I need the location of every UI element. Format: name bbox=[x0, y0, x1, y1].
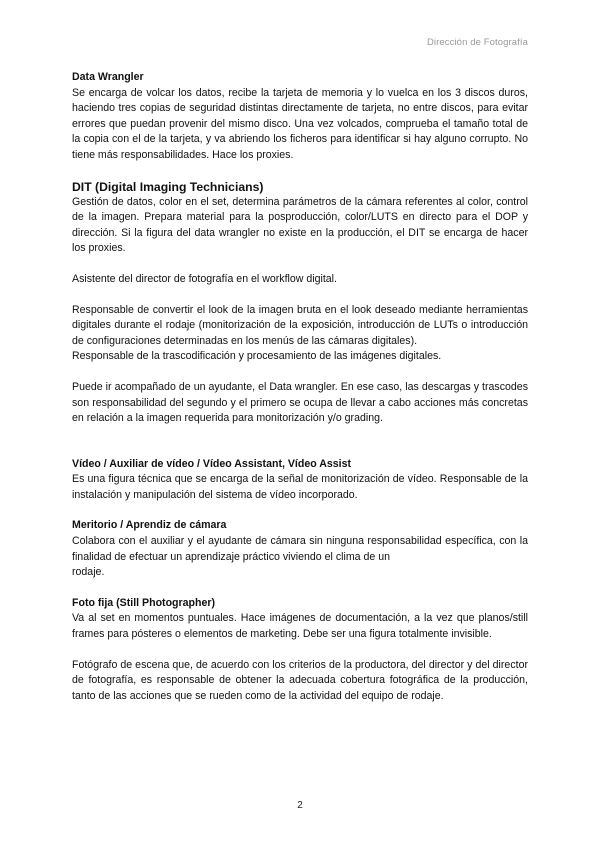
paragraph-meritorio-line1: Colabora con el auxiliar y el ayudante de cámara sin ninguna responsabilidad específica, con la finalidad de efectuar un aprendizaje práctico viviendo el clima de un bbox=[72, 535, 528, 563]
paragraph-foto-fija-1: Va al set en momentos puntuales. Hace imágenes de documentación, a la vez que planos/still frames para pósteres o elementos de marketing. Debe ser una figura totalmente invisible. bbox=[72, 612, 528, 641]
section-heading-dit: DIT (Digital Imaging Technicians) bbox=[72, 179, 264, 194]
section-heading-foto-fija: Foto fija (Still Photographer) bbox=[72, 596, 216, 609]
section-heading-meritorio: Meritorio / Aprendiz de cámara bbox=[72, 519, 227, 532]
paragraph-meritorio-line2: rodaje. bbox=[72, 566, 105, 579]
paragraph-dit-4: Responsable de la trascodificación y procesamiento de las imágenes digitales. bbox=[72, 350, 442, 363]
document-body bbox=[72, 70, 528, 704]
paragraph-dit-5: Puede ir acompañado de un ayudante, el Data wrangler. En ese caso, las descargas y trascodes son responsabilidad del segundo y el primero se ocupa de llevar a cabo acciones más concretas en relación a la imagen requerida para monitorización y/o grading. bbox=[72, 380, 528, 425]
paragraph-dit-2: Asistente del director de fotografía en el workflow digital. bbox=[72, 272, 337, 285]
paragraph-data-wrangler: Se encarga de volcar los datos, recibe la tarjeta de memoria y lo vuelca en los 3 discos duros, haciendo tres copias de seguridad distintas directamente de tarjeta, no entre discos, para evitar errores que puedan provenir del mismo disco. Una vez volcados, comprueba el tamaño total de la copia con el de la tarjeta, y va abriendo los ficheros para identificar si hay alguno corrupto. No tiene más responsabilidades. Hace los proxies. bbox=[72, 86, 528, 161]
section-heading-video-assist: Vídeo / Auxiliar de vídeo / Vídeo Assistant, Vídeo Assist bbox=[72, 457, 352, 470]
page-number: 2 bbox=[297, 800, 303, 811]
paragraph-video-assist: Es una figura técnica que se encarga de la señal de monitorización de vídeo. Responsable de la instalación y manipulación del sistema de vídeo incorporado. bbox=[72, 473, 528, 501]
paragraph-foto-fija-2: Fotógrafo de escena que, de acuerdo con los criterios de la productora, del director y del director de fotografía, es responsable de obtener la adecuada cobertura fotográfica de la producción, tanto de las acciones que se rueden como de la actividad del equipo de rodaje. bbox=[72, 658, 528, 702]
paragraph-dit-1: Gestión de datos, color en el set, determina parámetros de la cámara referentes al color, control de la imagen. Prepara material para la posproducción, color/LUTS en directo para el DOP y dirección. Si la figura del data wrangler no existe en la producción, el DIT se encarga de hacer los proxies. bbox=[72, 195, 528, 255]
running-header: Dirección de Fotografía bbox=[426, 37, 528, 48]
section-heading-data-wrangler: Data Wrangler bbox=[72, 71, 144, 83]
paragraph-dit-3: Responsable de convertir el look de la imagen bruta en el look deseado mediante herramientas digitales durante el rodaje (monitorización de la exposición, introducción de LUTs o introducción de configuraciones determinadas en los menús de las cámaras digitales). bbox=[72, 303, 528, 347]
